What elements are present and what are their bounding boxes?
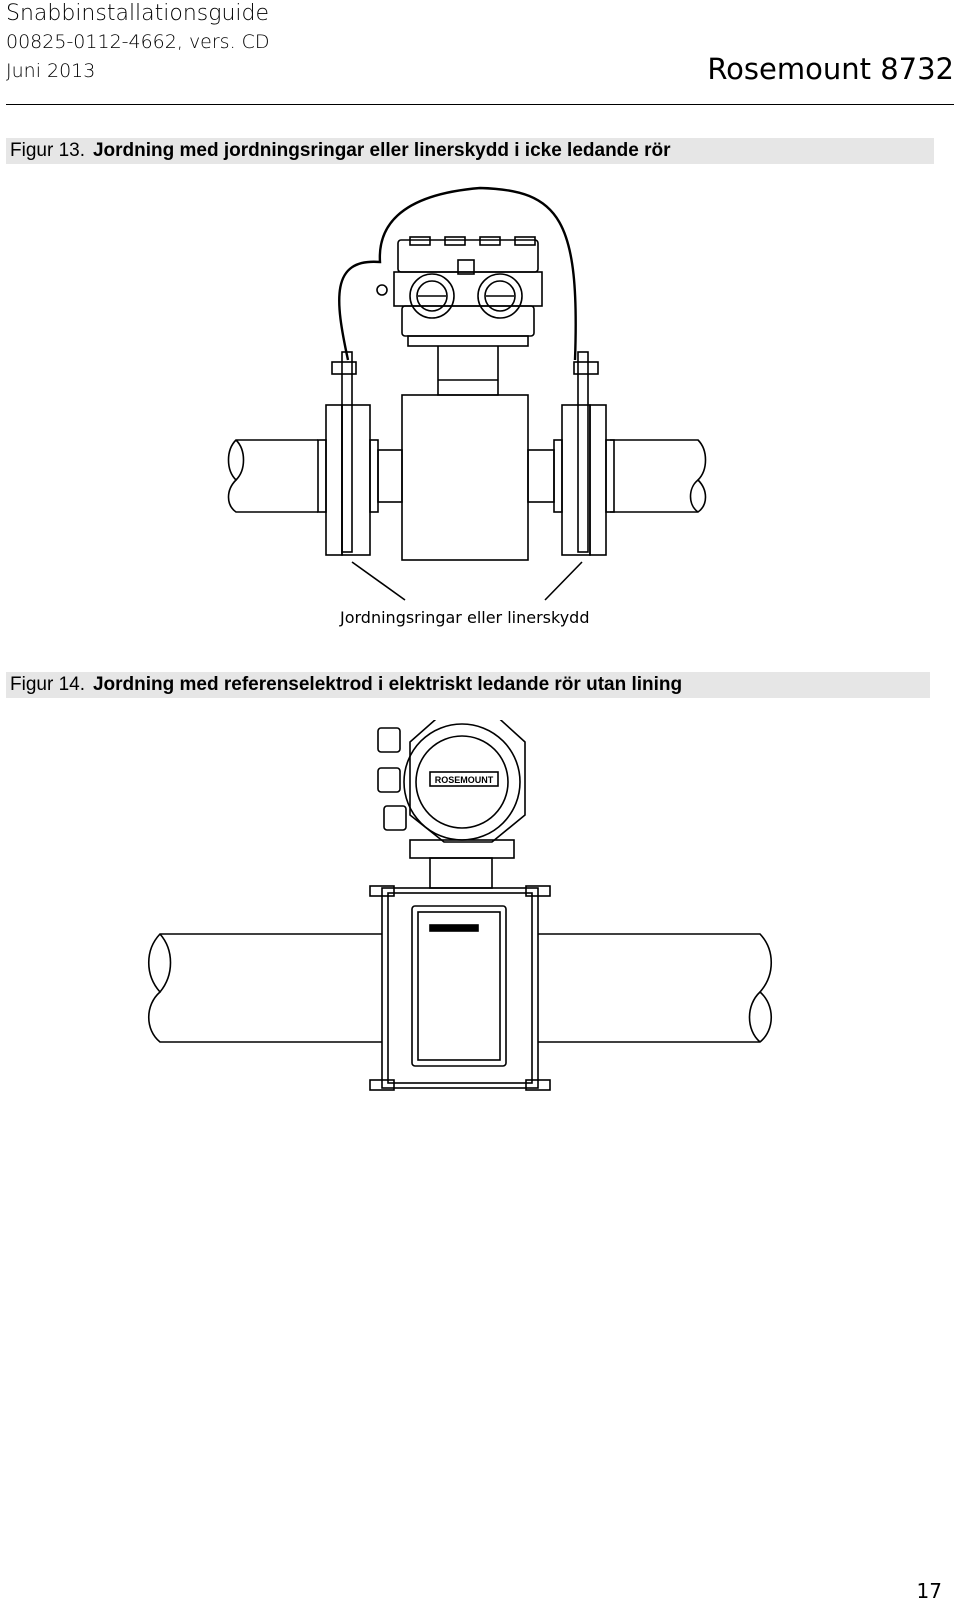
figure-13-number: Figur 13. <box>10 140 85 161</box>
figure-13-illustration <box>0 185 960 605</box>
product-name: Rosemount 8732 <box>707 52 954 86</box>
doc-title: Snabbinstallationsguide <box>6 1 270 26</box>
document-header <box>6 0 270 86</box>
figure-14-illustration <box>0 720 960 1110</box>
doc-number: 00825-0112-4662, vers. CD <box>6 31 270 53</box>
figure-13-callout: Jordningsringar eller linerskydd <box>340 608 590 627</box>
figure-13-caption <box>6 138 934 164</box>
figure-14-number: Figur 14. <box>10 674 85 695</box>
doc-date: Juni 2013 <box>6 60 96 82</box>
figure-13-title: Jordning med jordningsringar eller linerskydd i icke ledande rör <box>92 140 671 161</box>
figure-14-caption <box>6 672 930 698</box>
page-number: 17 <box>916 1579 942 1603</box>
figure-14-title: Jordning med referenselektrod i elektriskt ledande rör utan lining <box>92 674 683 695</box>
header-rule <box>6 104 954 105</box>
rosemount-logo: ROSEMOUNT <box>434 775 494 785</box>
